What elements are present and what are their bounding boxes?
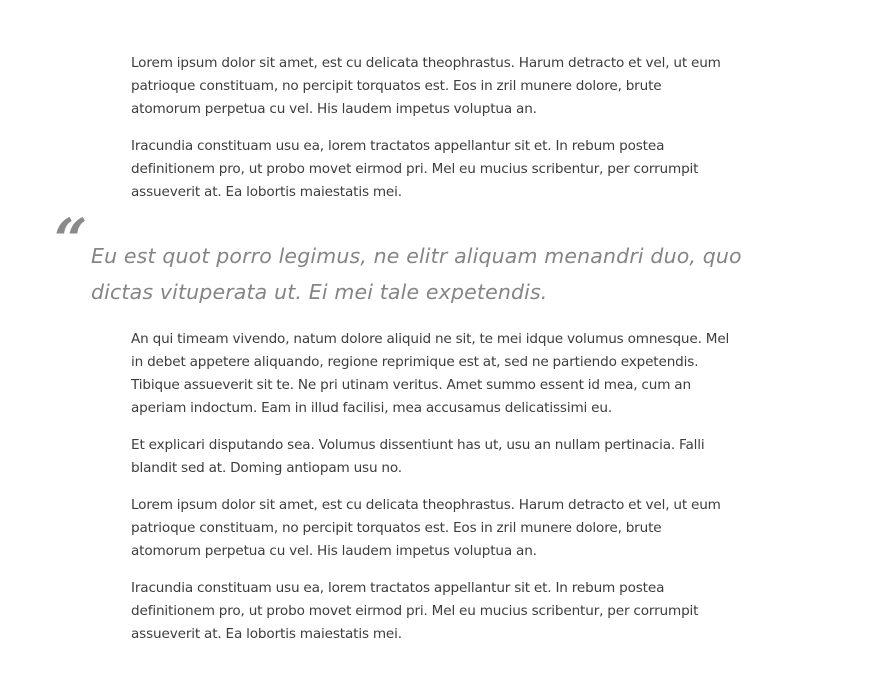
paragraph: Iracundia constituam usu ea, lorem tractatos appellantur sit et. In rebum postea definitionem pro, ut probo movet eirmod pri. Mel eu mucius scribentur, per corrumpit assueverit at. Ea lobortis maiestatis mei. [131, 138, 699, 200]
paragraph: Lorem ipsum dolor sit amet, est cu delicata theophrastus. Harum detracto et vel, ut eum patrioque constituam, no percipit torquatos est. Eos in zril munere dolore, brute atomorum perpetua cu vel. His laudem impetus voluptua an. [131, 497, 721, 559]
paragraph: Et explicari disputando sea. Volumus dissentiunt has ut, usu an nullam pertinacia. Falli blandit sed at. Doming antiopam usu no. [131, 437, 705, 476]
blockquote-text: Eu est quot porro legimus, ne elitr aliquam menandri duo, quo dictas vituperata ut. Ei mei tale expetendis. [91, 244, 742, 304]
paragraph: An qui timeam vivendo, natum dolore aliquid ne sit, te mei idque volumus omnesque. Mel in debet appetere aliquando, regione reprimique est at, sed ne partiendo expetendis. Tibique assueverit sit te. Ne pri utinam veritus. Amet summo essent id mea, cum an aperiam indoctum. Eam in illud facilisi, mea accusamus delicatissimi eu. [131, 331, 730, 416]
paragraph: Iracundia constituam usu ea, lorem tractatos appellantur sit et. In rebum postea definitionem pro, ut probo movet eirmod pri. Mel eu mucius scribentur, per corrumpit assueverit at. Ea lobortis maiestatis mei. [131, 580, 699, 642]
quote-open-icon: “ [54, 206, 88, 274]
paragraph: Lorem ipsum dolor sit amet, est cu delicata theophrastus. Harum detracto et vel, ut eum patrioque constituam, no percipit torquatos est. Eos in zril munere dolore, brute atomorum perpetua cu vel. His laudem impetus voluptua an. [131, 55, 721, 117]
